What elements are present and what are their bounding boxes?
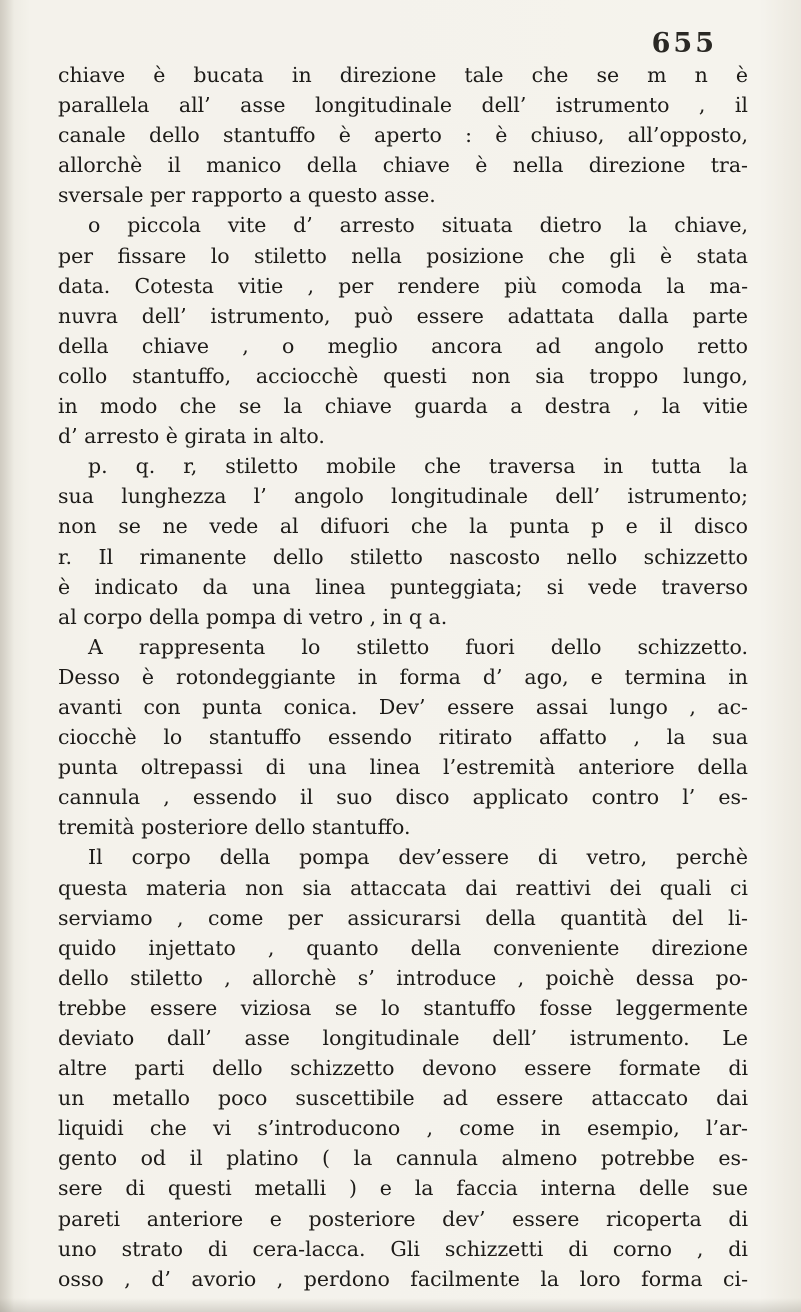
text-line: tremità posteriore dello stantuffo. <box>58 815 411 840</box>
text-line: Desso è rotondeggiante in forma d’ ago, e termina in <box>58 664 748 689</box>
text-line: collo stantuffo, acciocchè questi non sia troppo lungo, <box>58 363 748 388</box>
text-line: gento od il platino ( la cannula almeno potrebbe es- <box>58 1146 748 1171</box>
text-line: uno strato di cera-lacca. Gli schizzetti di corno , di <box>58 1236 748 1261</box>
text-line: r. Il rimanente dello stiletto nascosto nello schizzetto <box>58 544 748 569</box>
text-line: o piccola vite d’ arresto situata dietro la chiave, <box>88 213 748 238</box>
text-line: p. q. r, stiletto mobile che traversa in tutta la <box>88 454 748 479</box>
text-line: parallela all’ asse longitudinale dell’ istrumento , il <box>58 93 748 118</box>
page-binding-shadow <box>0 0 14 1312</box>
page-number: 655 <box>651 28 717 59</box>
text-line: quido injettato , quanto della conveniente direzione <box>58 935 748 960</box>
text-line: è indicato da una linea punteggiata; si vede traverso <box>58 574 748 599</box>
text-line: sversale per rapporto a questo asse. <box>58 183 436 208</box>
text-line: liquidi che vi s’introducono , come in esempio, l’ar- <box>58 1116 748 1141</box>
text-line: sua lunghezza l’ angolo longitudinale dell’ istrumento; <box>58 484 748 509</box>
text-line: d’ arresto è girata in alto. <box>58 424 325 449</box>
text-line: osso , d’ avorio , perdono facilmente la loro forma ci- <box>58 1266 748 1291</box>
text-line: allorchè il manico della chiave è nella direzione tra- <box>58 153 748 178</box>
page-bottom-shadow <box>0 1298 801 1312</box>
text-line: della chiave , o meglio ancora ad angolo retto <box>58 333 748 358</box>
text-line: in modo che se la chiave guarda a destra , la vitie <box>58 394 748 419</box>
text-line: deviato dall’ asse longitudinale dell’ istrumento. Le <box>58 1026 748 1050</box>
text-line: sere di questi metalli ) e la faccia interna delle sue <box>58 1176 748 1201</box>
text-line: questa materia non sia attaccata dai reattivi dei quali ci <box>58 875 748 900</box>
text-line: chiave è bucata in direzione tale che se m n è <box>58 63 748 87</box>
text-line: nuvra dell’ istrumento, può essere adattata dalla parte <box>58 303 748 328</box>
text-line: pareti anteriore e posteriore dev’ essere ricoperta di <box>58 1206 748 1231</box>
text-line: non se ne vede al difuori che la punta p e il disco <box>58 514 748 539</box>
text-line: un metallo poco suscettibile ad essere attaccato dai <box>58 1086 748 1111</box>
text-line: Il corpo della pompa dev’essere di vetro, perchè <box>88 845 748 870</box>
text-line: data. Cotesta vitie , per rendere più comoda la ma- <box>58 273 748 298</box>
text-line: dello stiletto , allorchè s’ introduce , poichè dessa po- <box>58 965 748 990</box>
text-line: trebbe essere viziosa se lo stantuffo fosse leggermente <box>58 995 748 1020</box>
body-text <box>58 60 748 1294</box>
text-line: punta oltrepassi di una linea l’estremità anteriore della <box>58 755 748 780</box>
text-line: altre parti dello schizzetto devono essere formate di <box>58 1056 748 1081</box>
text-line: ciocchè lo stantuffo essendo ritirato affatto , la sua <box>58 725 748 750</box>
text-line: cannula , essendo il suo disco applicato contro l’ es- <box>58 785 748 810</box>
text-line: canale dello stantuffo è aperto : è chiuso, all’opposto, <box>58 123 748 148</box>
text-line: per fissare lo stiletto nella posizione che gli è stata <box>58 243 748 268</box>
text-line: A rappresenta lo stiletto fuori dello schizzetto. <box>88 634 748 659</box>
text-line: al corpo della pompa di vetro , in q a. <box>58 604 448 629</box>
text-line: serviamo , come per assicurarsi della quantità del li- <box>58 905 748 930</box>
text-line: avanti con punta conica. Dev’ essere assai lungo , ac- <box>58 694 748 719</box>
